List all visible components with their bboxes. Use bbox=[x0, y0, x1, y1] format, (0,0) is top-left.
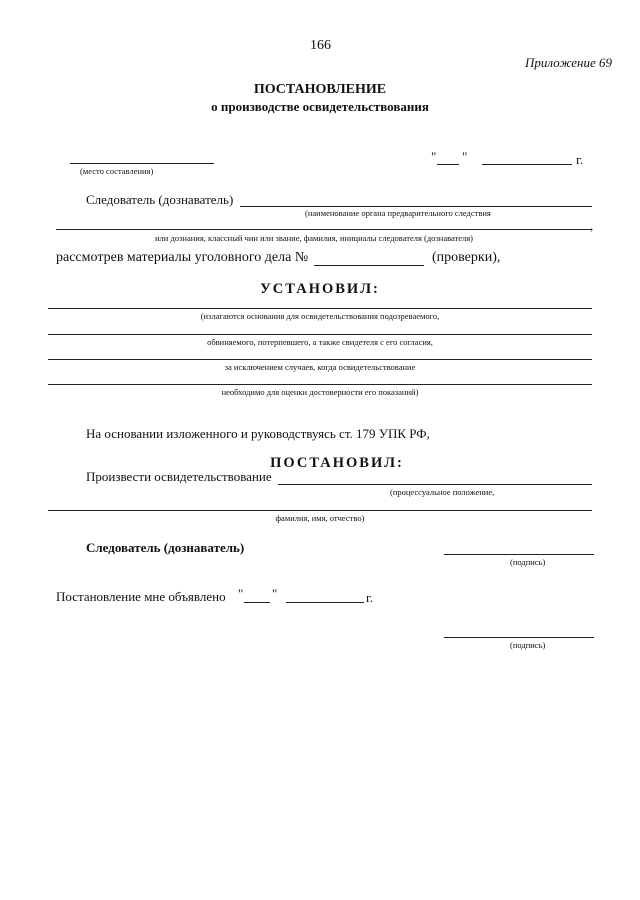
order-label: Произвести освидетельствование bbox=[86, 469, 272, 484]
caption-name-wrap bbox=[0, 513, 640, 523]
date-quote-open: " bbox=[431, 149, 437, 164]
date-day-line[interactable] bbox=[437, 164, 459, 165]
established-line-1[interactable] bbox=[48, 308, 592, 309]
signature-line[interactable] bbox=[444, 554, 594, 555]
rank-line-comma: , bbox=[590, 218, 594, 233]
established-line-4[interactable] bbox=[48, 384, 592, 385]
resolved-heading-text: ПОСТАНОВИЛ: bbox=[270, 455, 404, 471]
order-name-line[interactable] bbox=[48, 510, 592, 511]
established-caption-1-wrap bbox=[0, 311, 640, 321]
page-number: 166 bbox=[310, 38, 331, 53]
established-caption-3: за исключением случаев, когда освидетельствование bbox=[224, 362, 416, 372]
investigator-label: Следователь (дознаватель) bbox=[86, 192, 234, 207]
established-caption-4: необходимо для оценки достоверности его показаний) bbox=[221, 387, 419, 397]
caption-name: фамилия, имя, отчество) bbox=[275, 513, 365, 523]
caption-org: (наименование органа предварительного следствия bbox=[305, 208, 491, 218]
established-caption-2: обвиняемого, потерпевшего, а также свидетеля с его согласия, bbox=[207, 337, 433, 347]
document-subtitle bbox=[0, 99, 640, 115]
date-month-line[interactable] bbox=[482, 164, 572, 165]
announcement-month-line[interactable] bbox=[286, 602, 364, 603]
caption-rank: или дознания, классный чин или звание, фамилия, инициалы следователя (дознавателя) bbox=[155, 233, 474, 243]
order-status-line[interactable] bbox=[278, 484, 592, 485]
established-heading-text: УСТАНОВИЛ: bbox=[260, 281, 380, 297]
announcement-label: Постановление мне объявлено bbox=[56, 589, 226, 604]
announcement-signature-line[interactable] bbox=[444, 637, 594, 638]
document-title bbox=[0, 82, 640, 98]
established-caption-3-wrap bbox=[0, 362, 640, 372]
announcement-quote-open: " bbox=[238, 586, 244, 601]
place-caption: (место составления) bbox=[80, 166, 154, 176]
subtitle-text: о производстве освидетельствования bbox=[211, 99, 429, 114]
basis-text: На основании изложенного и руководствуясь ст. 179 УПК РФ, bbox=[86, 426, 430, 441]
established-caption-1: (излагаются основания для освидетельствования подозреваемого, bbox=[200, 311, 440, 321]
established-line-2[interactable] bbox=[48, 334, 592, 335]
date-quote-close: " bbox=[462, 149, 468, 164]
date-year-suffix: г. bbox=[576, 152, 584, 167]
investigator-rank-line[interactable] bbox=[56, 229, 591, 230]
case-text: рассмотрев материалы уголовного дела № bbox=[56, 250, 309, 265]
established-caption-4-wrap bbox=[0, 387, 640, 397]
place-line[interactable] bbox=[70, 163, 214, 164]
announcement-day-line[interactable] bbox=[244, 602, 270, 603]
caption-status: (процессуальное положение, bbox=[390, 487, 495, 497]
investigator-org-line[interactable] bbox=[240, 206, 592, 207]
appendix-label: Приложение 69 bbox=[524, 55, 612, 70]
signature-caption: (подпись) bbox=[510, 557, 546, 567]
case-number-line[interactable] bbox=[314, 265, 424, 266]
announcement-year-suffix: г. bbox=[366, 590, 374, 605]
title-text: ПОСТАНОВЛЕНИЕ bbox=[253, 82, 387, 97]
established-line-3[interactable] bbox=[48, 359, 592, 360]
announcement-quote-close: " bbox=[272, 586, 278, 601]
announcement-signature-caption: (подпись) bbox=[510, 640, 546, 650]
established-heading bbox=[0, 281, 640, 298]
established-caption-2-wrap bbox=[0, 337, 640, 347]
case-suffix: (проверки), bbox=[432, 250, 501, 265]
signature-label: Следователь (дознаватель) bbox=[86, 540, 245, 555]
